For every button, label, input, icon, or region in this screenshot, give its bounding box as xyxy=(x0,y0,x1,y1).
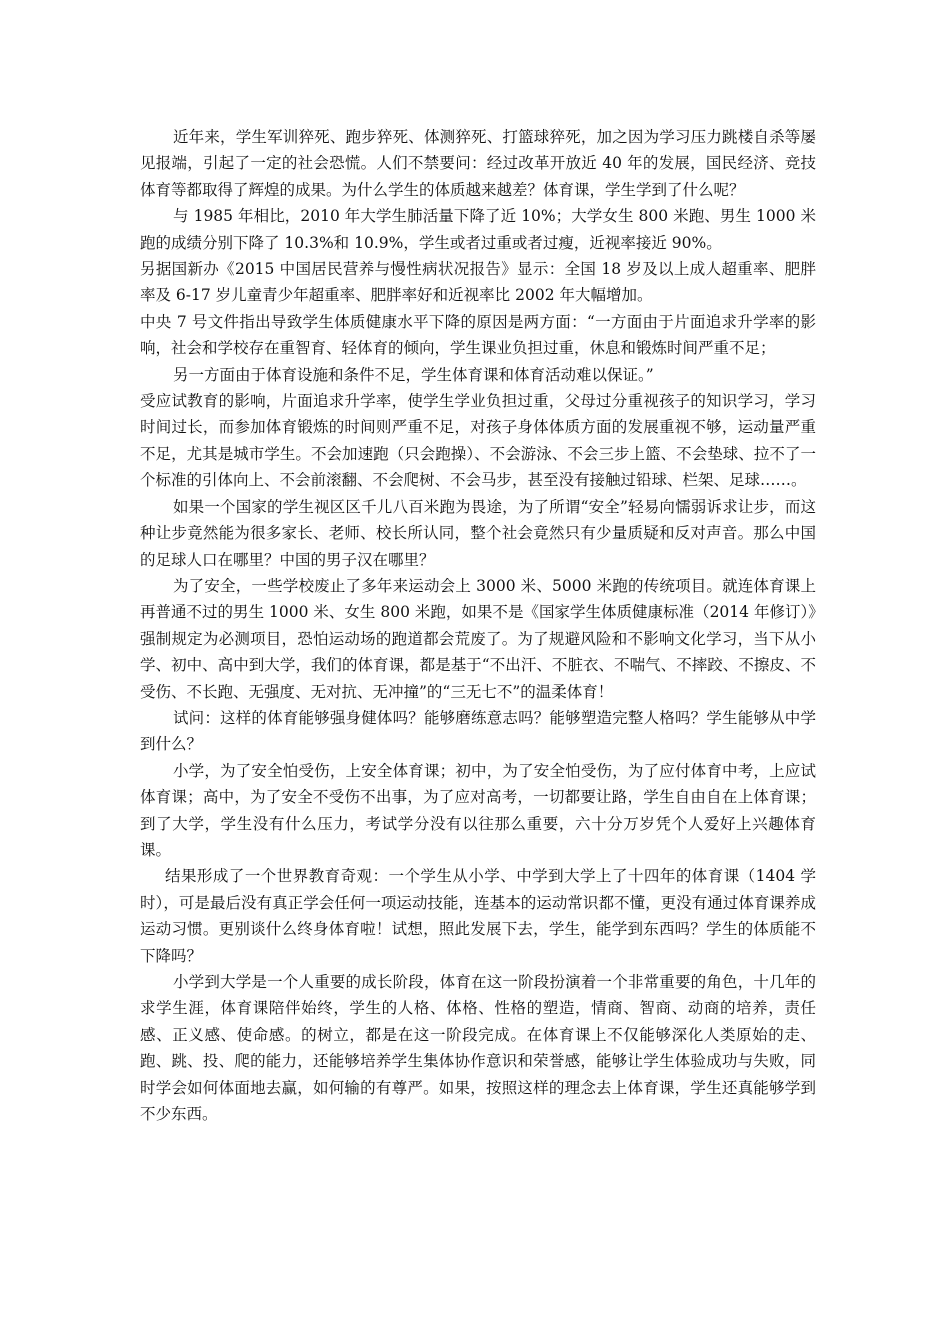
paragraph-6: 受应试教育的影响，片面追求升学率，使学生学业负担过重，父母过分重视孩子的知识学习，学习时间过长，而参加体育锻炼的时间则严重不足，对孩子身体体质方面的发展重视不够，运动量严重不足，尤其是城市学生。不会加速跑（只会跑操）、不会游泳、不会三步上篮、不会垫球、拉不了一个标准的引体向上、不会前滚翻、不会爬树、不会马步，甚至没有接触过铅球、栏架、足球……。 xyxy=(140,392,816,490)
paragraph-8: 为了安全，一些学校废止了多年来运动会上 3000 米、5000 米跑的传统项目。就连体育课上再普通不过的男生 1000 米、女生 800 米跑，如果不是《国家学生体质健康标准（2014 年修订）》强制规定为必测项目，恐怕运动场的跑道都会荒废了。为了规避风险和不影响文化学习，当下从小学、初中、高中到大学，我们的体育课，都是基于“不出汗、不脏衣、不喘气、不摔跤、不擦皮、不受伤、不长跑、无强度、无对抗、无冲撞”的“三无七不”的温柔体育！ xyxy=(140,576,816,701)
paragraph-4: 中央 7 号文件指出导致学生体质健康水平下降的原因是两方面：“一方面由于片面追求升学率的影响，社会和学校存在重智育、轻体育的倾向，学生课业负担过重，休息和锻炼时间严重不足； xyxy=(140,312,816,358)
paragraph-1: 近年来，学生军训猝死、跑步猝死、体测猝死、打篮球猝死，加之因为学习压力跳楼自杀等屡见报端，引起了一定的社会恐慌。人们不禁要问：经过改革开放近 40 年的发展，国民经济、竞技体育等都取得了辉煌的成果。为什么学生的体质越来越差？体育课，学生学到了什么呢？ xyxy=(140,128,816,199)
paragraph-9: 试问：这样的体育能够强身健体吗？能够磨练意志吗？能够塑造完整人格吗？学生能够从中学到什么？ xyxy=(140,708,816,754)
paragraph-11: 结果形成了一个世界教育奇观：一个学生从小学、中学到大学上了十四年的体育课（1404 学时），可是最后没有真正学会任何一项运动技能，连基本的运动常识都不懂，更没有通过体育课养成运动习惯。更别谈什么终身体育啦！试想，照此发展下去，学生，能学到东西吗？学生的体质能不下降吗？ xyxy=(140,867,816,965)
paragraph-10: 小学，为了安全怕受伤，上安全体育课；初中，为了安全怕受伤，为了应付体育中考，上应试体育课；高中，为了安全不受伤不出事，为了应对高考，一切都要让路，学生自由自在上体育课；到了大学，学生没有什么压力，考试学分没有以往那么重要，六十分万岁凭个人爱好上兴趣体育课。 xyxy=(140,761,816,859)
article-body xyxy=(140,124,816,1127)
paragraph-5: 另一方面由于体育设施和条件不足，学生体育课和体育活动难以保证。” xyxy=(173,365,654,384)
paragraph-3: 另据国新办《2015 中国居民营养与慢性病状况报告》显示：全国 18 岁及以上成人超重率、肥胖率及 6-17 岁儿童青少年超重率、肥胖率好和近视率比 2002 年大幅增加。 xyxy=(140,260,816,305)
paragraph-2: 与 1985 年相比，2010 年大学生肺活量下降了近 10%；大学女生 800 米跑、男生 1000 米跑的成绩分别下降了 10.3%和 10.9%，学生或者过重或者过瘦，近视率接近 90%。 xyxy=(140,207,816,252)
paragraph-12: 小学到大学是一个人重要的成长阶段，体育在这一阶段扮演着一个非常重要的角色，十几年的求学生涯，体育课陪伴始终，学生的人格、体格、性格的塑造，情商、智商、动商的培养，责任感、正义感、使命感。的树立，都是在这一阶段完成。在体育课上不仅能够深化人类原始的走、跑、跳、投、爬的能力，还能够培养学生集体协作意识和荣誉感，能够让学生体验成功与失败，同时学会如何体面地去赢，如何输的有尊严。如果，按照这样的理念去上体育课，学生还真能够学到不少东西。 xyxy=(140,973,816,1124)
paragraph-7: 如果一个国家的学生视区区千儿八百米跑为畏途，为了所谓“安全”轻易向懦弱诉求让步，而这种让步竟然能为很多家长、老师、校长所认同，整个社会竟然只有少量质疑和反对声音。那么中国的足球人口在哪里？中国的男子汉在哪里？ xyxy=(140,497,816,569)
